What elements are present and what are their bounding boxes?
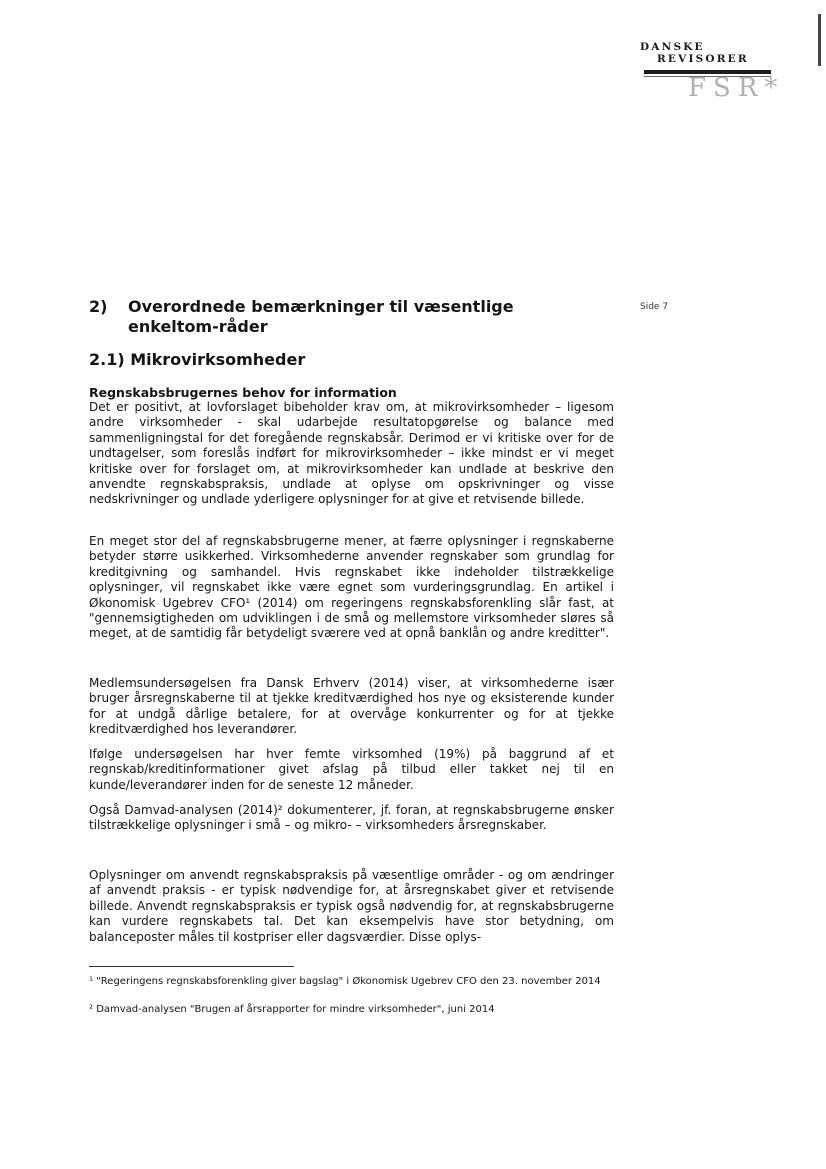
section-title: Overordnede bemærkninger til væsentlige enkeltom-råder (128, 297, 514, 336)
logo-line-1: DANSKE (640, 41, 705, 53)
paragraph-1: Det er positivt, at lovforslaget bibeholder krav om, at mikrovirksomheder – ligesom andre virksomheder - skal udarbejde resultatopgørelse og balance med sammenligningstal for det foregående regnskabsår. Derimod er vi kritiske over for de undtagelser, som foreslås indført for mikrovirksomheder – ikke mindst er vi meget kritiske over for forslaget om, at mikrovirksomheder kan undlade at beskrive den anvendte regnskabspraksis, undlade at oplyse om opskrivninger og visse nedskrivninger og undlade yderligere oplysninger for at give et retvisende billede. (89, 400, 614, 507)
footnote-divider (89, 966, 294, 967)
logo-line-2: REVISORER (657, 53, 749, 65)
paragraph-5: Også Damvad-analysen (2014)² dokumenterer, jf. foran, at regnskabsbrugerne ønsker tilstrækkelige oplysninger i små – og mikro- – virksomheders årsregnskaber. (89, 803, 614, 833)
section-number: 2) (89, 297, 108, 316)
fsr-logo-mark: FSR* (688, 73, 785, 103)
subheading: Regnskabsbrugernes behov for information (89, 385, 397, 400)
paragraph-4: Ifølge undersøgelsen har hver femte virksomhed (19%) på baggrund af et regnskab/kreditinformationer givet afslag på tilbud eller takket nej til en kunde/leverandører inden for de seneste 12 måneder. (89, 747, 614, 792)
paragraph-2: En meget stor del af regnskabsbrugerne mener, at færre oplysninger i regnskaberne betyder større usikkerhed. Virksomhederne anvender regnskaber som grundlag for kreditgivning og samhandel. Hvis regnskabet ikke indeholder tilstrækkelige oplysninger, vil regnskabet ikke være egnet som vurderingsgrundlag. En artikel i Økonomisk Ugebrev CFO¹ (2014) om regeringens regnskabsforenkling slår fast, at "gennemsigtigheden om udviklingen i de små og mellemstore virksomheder sløres så meget, at de samtidig får betydeligt sværere ved at opnå banklån og andre kreditter". (89, 534, 614, 641)
paragraph-3: Medlemsundersøgelsen fra Dansk Erhverv (2014) viser, at virksomhederne især bruger årsregnskaberne til at tjekke kreditværdighed hos nye og eksisterende kunder for at undgå dårlige betalere, for at overvåge konkurrenter og for at tjekke kreditværdighed hos leverandører. (89, 676, 614, 737)
paragraph-6: Oplysninger om anvendt regnskabspraksis på væsentlige områder - og om ændringer af anvendt praksis - er typisk nødvendige for, at årsregnskabet giver et retvisende billede. Anvendt regnskabspraksis er typisk også nødvendig for, at regnskabsbrugerne kan vurdere regnskabets tal. Det kan eksempelvis have stor betydning, om balanceposter måles til kostpriser eller dagsværdier. Disse oplys- (89, 868, 614, 944)
footnote-1: ¹ "Regeringens regnskabsforenkling giver bagslag" i Økonomisk Ugebrev CFO den 23. november 2014 (89, 976, 601, 987)
corner-mark (818, 14, 821, 66)
subsection-title: 2.1) Mikrovirksomheder (89, 350, 306, 369)
page-number: Side 7 (640, 302, 669, 312)
footnote-2: ² Damvad-analysen "Brugen af årsrapporter for mindre virksomheder", juni 2014 (89, 1004, 495, 1015)
